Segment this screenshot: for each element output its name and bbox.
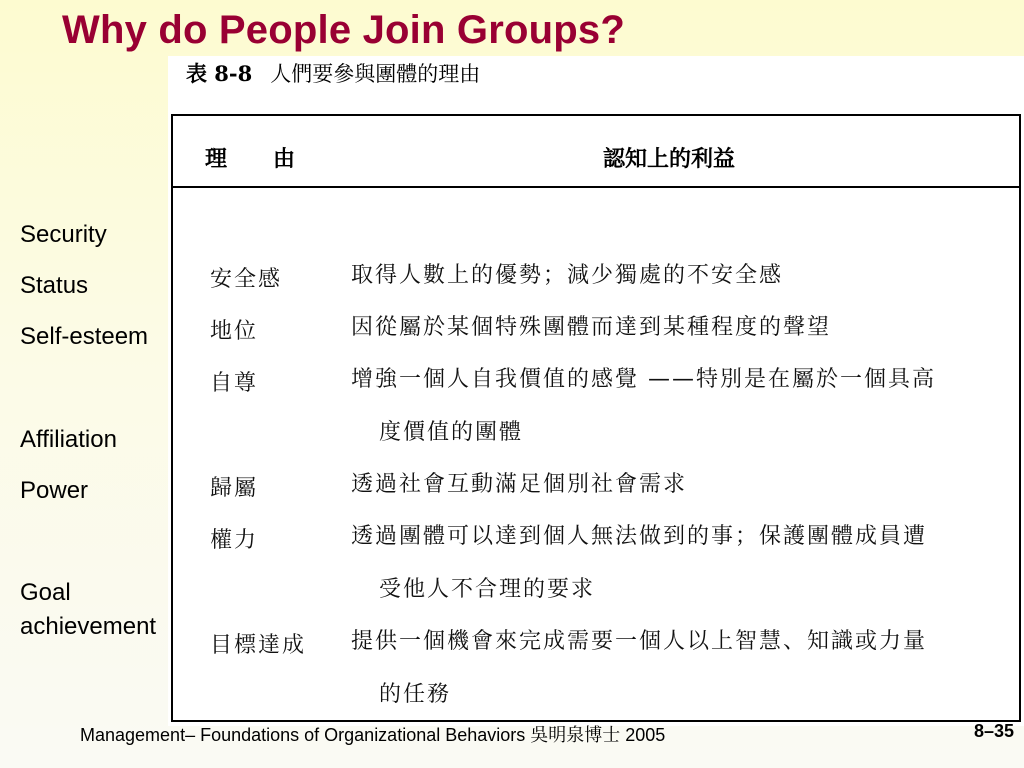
table-image-panel [168, 56, 1024, 726]
benefit-line: 取得人數上的優勢；減少獨處的不安全感 [351, 263, 784, 288]
row-reason: 權力 [210, 528, 259, 553]
table-caption [186, 58, 480, 88]
table-caption-number: 表 8-8 [186, 61, 253, 86]
row-reason: 自尊 [210, 371, 259, 396]
row-reason: 歸屬 [210, 476, 259, 501]
label-status: Status [20, 272, 89, 299]
row-benefit [351, 301, 1001, 354]
row-reason: 安全感 [210, 267, 283, 292]
row-reason: 地位 [210, 319, 259, 344]
header-benefit: 認知上的利益 [603, 147, 736, 172]
row-reason: 目標達成 [210, 633, 307, 658]
reasons-table [171, 114, 1021, 722]
benefit-line: 因從屬於某個特殊團體而達到某種程度的聲望 [351, 315, 832, 340]
row-benefit [351, 249, 1001, 302]
label-achievement: achievement [20, 613, 157, 640]
header-reason: 理由 [205, 147, 342, 172]
benefit-line: 受他人不合理的要求 [379, 577, 596, 602]
benefit-line: 提供一個機會來完成需要一個人以上智慧、知識或力量 [351, 629, 928, 654]
benefit-line: 度價值的團體 [379, 420, 524, 445]
table-caption-title: 人們要參與團體的理由 [270, 62, 481, 86]
row-benefit [351, 353, 1001, 459]
label-power: Power [20, 477, 89, 504]
label-self-esteem: Self-esteem [20, 323, 149, 350]
table-header [173, 116, 1019, 188]
page-number: 8–35 [973, 721, 1014, 741]
label-affiliation: Affiliation [20, 426, 117, 453]
row-benefit [351, 615, 1001, 721]
row-benefit [351, 458, 1001, 511]
benefit-line: 增強一個人自我價值的感覺 ——特別是在屬於一個具高 [351, 367, 936, 392]
label-goal: Goal [20, 579, 71, 606]
benefit-line: 透過社會互動滿足個別社會需求 [351, 472, 688, 497]
slide-title: Why do People Join Groups? [62, 8, 625, 52]
benefit-line: 透過團體可以達到個人無法做到的事；保護團體成員遭 [351, 524, 928, 549]
benefit-line: 的任務 [379, 682, 452, 707]
row-benefit [351, 510, 1001, 616]
footer-text: Management– Foundations of Organizational Behaviors 吳明泉博士 2005 [80, 725, 666, 745]
label-security: Security [20, 221, 107, 248]
